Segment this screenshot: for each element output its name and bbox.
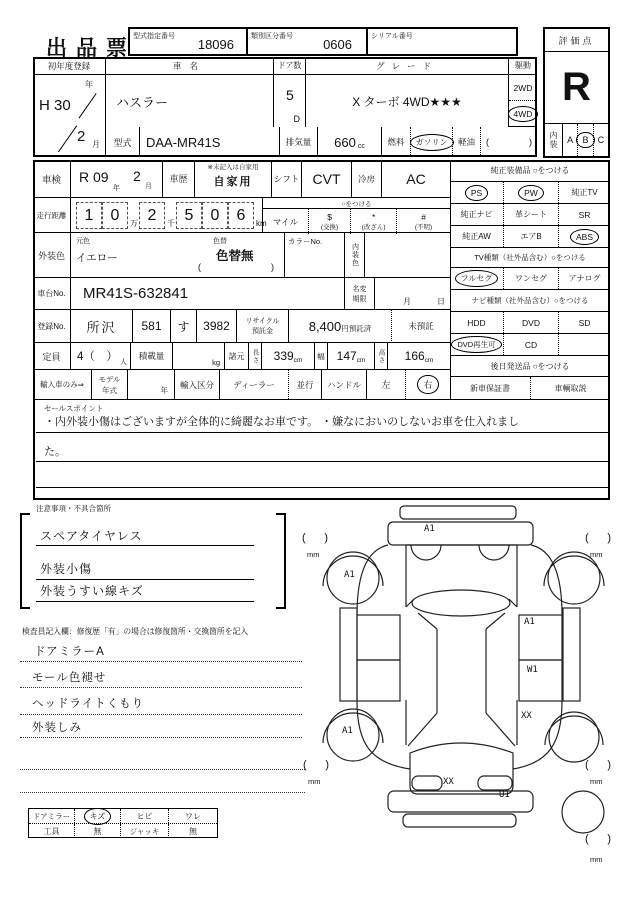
equip-aw: 純正AW (462, 232, 491, 241)
tread-unit-front-right: mm (590, 550, 603, 559)
door-mirror-kizu: キズ (74, 809, 120, 823)
notes-header: 注意事項・不具合箇所 (36, 504, 111, 513)
model-designation-value: 18096 (197, 37, 234, 52)
orig-color-label: 元色 (76, 238, 90, 245)
ext-color-cell: 元色 イエロー 色替 色替無 ( ) (71, 233, 285, 278)
tv-analog: アナログ (558, 268, 610, 289)
navi-dvd: DVD (503, 312, 558, 333)
capacity-label: 定員 (33, 343, 71, 370)
mile-cell: マイル (272, 216, 299, 227)
later-ship-header: 後日発送品 ○をつける (450, 356, 610, 377)
inspector-item4: 外装しみ (20, 718, 302, 738)
door-mirror-label: ドアミラー (32, 811, 71, 821)
height-cell: 166 cm (388, 343, 450, 370)
regno-num2: 3982 (197, 310, 237, 343)
front-right-fender-arc (544, 556, 604, 586)
door-mirror-ware: ワレ (168, 809, 217, 823)
interior-grade-row (545, 123, 608, 156)
page-title: 出品票 (46, 37, 136, 60)
history-note: ※未記入は自家用 (207, 164, 259, 171)
inspector-item3: ヘッドライトくもり (20, 694, 302, 715)
left-front-door (357, 615, 400, 660)
oem-equip-row2 (450, 204, 610, 226)
notes-item3: 外装うすい線キズ (36, 582, 254, 602)
regno-kana: す (171, 310, 197, 343)
front-bumper (388, 522, 533, 545)
chassis-cell (71, 278, 345, 310)
recycle-fee-cell (289, 310, 391, 343)
tread-bracket-front-right: ( ) (585, 532, 611, 544)
circle-note: ○をつける (341, 200, 372, 208)
damage-mark-rear-bumper: U1 (499, 790, 510, 800)
interior-grade-b: B (577, 124, 592, 156)
import-only-label: 輸入車のみ⇒ (33, 370, 92, 399)
damage-mark-rear-left-wheel: A1 (342, 726, 353, 736)
spare-tire (562, 791, 604, 833)
equip-leather: 革シート (503, 204, 558, 225)
inspector-header: 検査員記入欄：修復歴「有」の場合は修復箇所・交換箇所を記入 (22, 627, 249, 636)
width-cell: 147 cm (328, 343, 375, 370)
rear-left-wheel (327, 709, 379, 761)
inspector-item6 (20, 771, 305, 793)
unknown-cell: # (不明) (396, 209, 450, 234)
tv-fullseg: フルセグ (450, 268, 503, 289)
navi-type-header: ナビ種類（社外品含む）○をつける (450, 290, 610, 312)
oem-equip-row3 (450, 226, 610, 248)
car-name-value: ハスラー (116, 94, 169, 110)
navi-type-row1 (450, 312, 610, 334)
class-code-cell (246, 27, 368, 56)
notes-item1: スペアタイヤレス (36, 527, 254, 546)
tool-label: 工具 (43, 826, 60, 836)
score-box (543, 27, 610, 158)
left-headlight-arc (411, 545, 441, 560)
drive-2wd-cell: 2WD (509, 75, 537, 101)
doors-header: ドア数 (274, 57, 306, 75)
interior-label: 内装 (545, 124, 563, 156)
spec-label: 諸元 (225, 343, 249, 370)
rear-bottom-strip (403, 814, 516, 827)
load-label: 積載量 (131, 343, 173, 370)
sales-point-line2: た。 (36, 440, 608, 462)
left-quarter-line (357, 701, 410, 769)
model-year-label: モデル 年式 (92, 370, 128, 399)
equip-tv: 純正TV (558, 182, 610, 203)
serial-number-label: シリアル番号 (371, 33, 413, 40)
shift-label: シフト (272, 160, 302, 198)
cd-cell: CD (503, 334, 558, 355)
inspector-item1: ドアミラーA (20, 642, 302, 662)
tread-unit-rear-right: mm (590, 777, 603, 786)
rename-deadline-cell: 月 日 (375, 278, 450, 310)
history-label: 車歴 (163, 160, 195, 198)
first-reg-cell (33, 75, 106, 157)
fuel-gasoline-cell: ガソリン (410, 127, 452, 157)
equip-abs: ABS (558, 226, 610, 247)
notes-bracket-left (20, 513, 30, 609)
color-no-cell: カラーNo. (285, 233, 345, 278)
equip-sr: SR (558, 204, 610, 225)
damage-mark-rear-gate: XX (443, 777, 454, 787)
right-taillight (478, 776, 512, 790)
later-ship-row (450, 377, 610, 399)
orig-color-value: イエロー (76, 252, 118, 264)
history-cell (195, 160, 272, 198)
equip-pw: PW (503, 182, 558, 203)
sales-point-label: セールスポイント (44, 404, 104, 413)
regno-area: 所沢 (71, 310, 133, 343)
car-name-cell (106, 75, 274, 127)
tv-type-header: TV種類（社外品含む）○をつける (450, 248, 610, 268)
tool-value: 無 (74, 824, 120, 838)
slash-mark (79, 93, 97, 118)
equip-airbag: エアB (503, 226, 558, 247)
score-label: 評価点 (545, 29, 608, 52)
tread-unit-rear-left: mm (308, 777, 321, 786)
jack-value: 無 (168, 824, 217, 838)
oem-equip-row1 (450, 182, 610, 204)
right-rocker (563, 608, 580, 701)
model-designation-cell (128, 27, 248, 56)
displacement-unit: cc (357, 142, 365, 150)
chassis-value: MR41S-632841 (83, 285, 189, 302)
width-label: 幅 (315, 343, 328, 370)
damage-mark-front-bumper: A1 (424, 524, 435, 534)
shift-value: CVT (302, 160, 352, 198)
door-mirror-hibi: ヒビ (120, 809, 168, 823)
doors-unit: D (293, 114, 300, 124)
tread-bracket-spare: ( ) (585, 833, 611, 845)
regno-label: 登録No. (33, 310, 71, 343)
interior-grade-a: A (567, 135, 574, 145)
first-reg-year-suffix: 年 (85, 80, 93, 89)
chassis-label: 車台No. (33, 278, 71, 310)
drive-header: 駆動 (509, 57, 537, 75)
interior-grade-c: C (593, 124, 608, 156)
repaint-label: 色替 (213, 238, 227, 245)
displacement-cell (318, 127, 382, 157)
recycle-fee-suffix: 円預託済 (341, 323, 372, 333)
first-reg-header: 初年度登録 (33, 57, 106, 75)
inspector-item5 (20, 748, 305, 770)
navi-sd: SD (558, 312, 610, 333)
model-value: DAA-MR41S (140, 127, 280, 157)
tv-oneseg: ワンセグ (503, 268, 558, 289)
int-color-label: 内装色 (345, 233, 365, 278)
int-color-cell (365, 233, 450, 278)
tread-bracket-rear-right: ( ) (585, 759, 611, 771)
doors-value: 5 (286, 87, 294, 103)
damage-mark-right-front-door: A1 (524, 617, 535, 627)
parallel-cell: 並行 (288, 370, 322, 399)
mileage-flags (262, 198, 450, 233)
not-deposited-cell: 未預託 (391, 310, 450, 343)
damage-mark-front-left-wheel: A1 (344, 570, 355, 580)
recycle-label: リサイクル 預託金 (237, 310, 289, 343)
height-label: 高さ (375, 343, 388, 370)
damage-mark-right-rear-door: W1 (527, 665, 538, 675)
right-rear-door (519, 660, 562, 701)
sales-point-line1: ・内外装小傷はございますが全体的に綺麗なお車です。 ・嫌なにおいのしないお車を仕入れまし (36, 412, 608, 433)
notes-item2: 外装小傷 (36, 560, 254, 580)
divider-horizontal (33, 399, 610, 400)
fuel-other-cell: ( ) (480, 127, 537, 157)
tampered-cell: * (改ざん) (350, 209, 396, 234)
handle-label: ハンドル (322, 370, 367, 399)
class-code-label: 類別区分番号 (251, 33, 293, 40)
model-label: 型式 (106, 127, 140, 157)
rear-gate (410, 743, 513, 794)
length-cell: 339 cm (262, 343, 315, 370)
equip-ps: PS (450, 182, 503, 203)
vehicle-manual: 車輌取説 (530, 377, 610, 399)
mileage-label: 走行距離 (33, 198, 71, 233)
tread-bracket-rear-left: ( ) (303, 759, 329, 771)
rename-deadline-label: 名変 期限 (345, 278, 375, 310)
jack-label: ジャッキ (120, 824, 168, 838)
fuel-label: 燃料 (387, 137, 405, 147)
right-fender-line (531, 545, 562, 615)
mirror-tool-table (28, 808, 218, 838)
tread-bracket-front-left: ( ) (302, 532, 328, 544)
exchange-cell: $ (交換) (308, 209, 350, 234)
rear-left-fender-arc (323, 713, 383, 743)
regno-num1: 581 (133, 310, 171, 343)
length-label: 長さ (249, 343, 262, 370)
score-value: R (562, 65, 591, 109)
aircon-value: AC (382, 160, 450, 198)
sales-point-line3 (36, 466, 608, 488)
handle-left-cell: 左 (381, 380, 391, 390)
left-rear-door (357, 660, 400, 701)
left-taillight (412, 776, 442, 790)
car-name-header: 車名 (106, 57, 274, 75)
class-code-value: 0606 (323, 37, 352, 52)
capacity-cell: 4（ ） 人 (71, 343, 131, 370)
rear-right-fender-arc (545, 716, 603, 745)
aircon-label: 冷房 (352, 160, 382, 198)
first-reg-month-suffix: 月 (92, 140, 100, 149)
equip-navi: 純正ナビ (460, 210, 493, 219)
empty-cell (558, 334, 610, 355)
tv-type-row (450, 268, 610, 290)
inspector-item2: モール色褪せ (20, 668, 302, 688)
windshield (412, 590, 510, 616)
ext-color-label: 外装色 (33, 233, 71, 278)
model-year-cell: 年 (128, 370, 175, 399)
navi-type-row2 (450, 334, 610, 356)
tread-unit-spare: mm (590, 855, 603, 864)
repaint-value: 色替無 (216, 249, 254, 263)
dealer-cell: ディーラー (233, 379, 275, 390)
damage-mark-right-quarter: XX (521, 711, 532, 721)
fuel-diesel-cell: 軽油 (452, 127, 480, 157)
displacement-value: 660 (334, 134, 356, 150)
first-reg-month: 2 (77, 128, 86, 145)
oem-equip-header: 純正装備品 ○をつける (450, 160, 610, 182)
handle-right-cell: 右 (405, 370, 450, 399)
load-cell: kg (173, 343, 225, 370)
dvd-playable: DVD再生可 (450, 334, 503, 355)
model-designation-label: 型式指定番号 (133, 33, 175, 40)
serial-number-cell (366, 27, 518, 56)
recycle-fee: 8,400 (308, 318, 342, 334)
navi-hdd: HDD (467, 317, 486, 328)
warranty-book: 新車保証書 (470, 383, 510, 393)
right-headlight-arc (479, 545, 509, 560)
shaken-label: 車検 (33, 160, 71, 198)
shaken-cell: R 09 年 2 月 (71, 160, 163, 198)
doors-cell (274, 75, 306, 127)
grade-cell: X ターボ 4WD★★★ (306, 75, 509, 127)
grade-header: グレード (306, 57, 509, 75)
left-fender-line (357, 545, 388, 615)
displacement-label: 排気量 (280, 127, 318, 157)
slash-mark (58, 125, 77, 152)
tread-unit-front-left: mm (307, 550, 320, 559)
drive-4wd-cell: 4WD (509, 101, 537, 127)
front-top-strip (400, 506, 516, 519)
import-type-label: 輸入区分 (175, 370, 220, 399)
first-reg-era: H 30 (39, 97, 71, 114)
mileage-digits: 1 0 万 2 千 5 0 6 km (71, 198, 262, 233)
notes-bracket-right (276, 513, 286, 609)
front-right-wheel (548, 552, 600, 604)
left-rocker (340, 608, 357, 701)
history-value: 自家用 (213, 176, 253, 188)
